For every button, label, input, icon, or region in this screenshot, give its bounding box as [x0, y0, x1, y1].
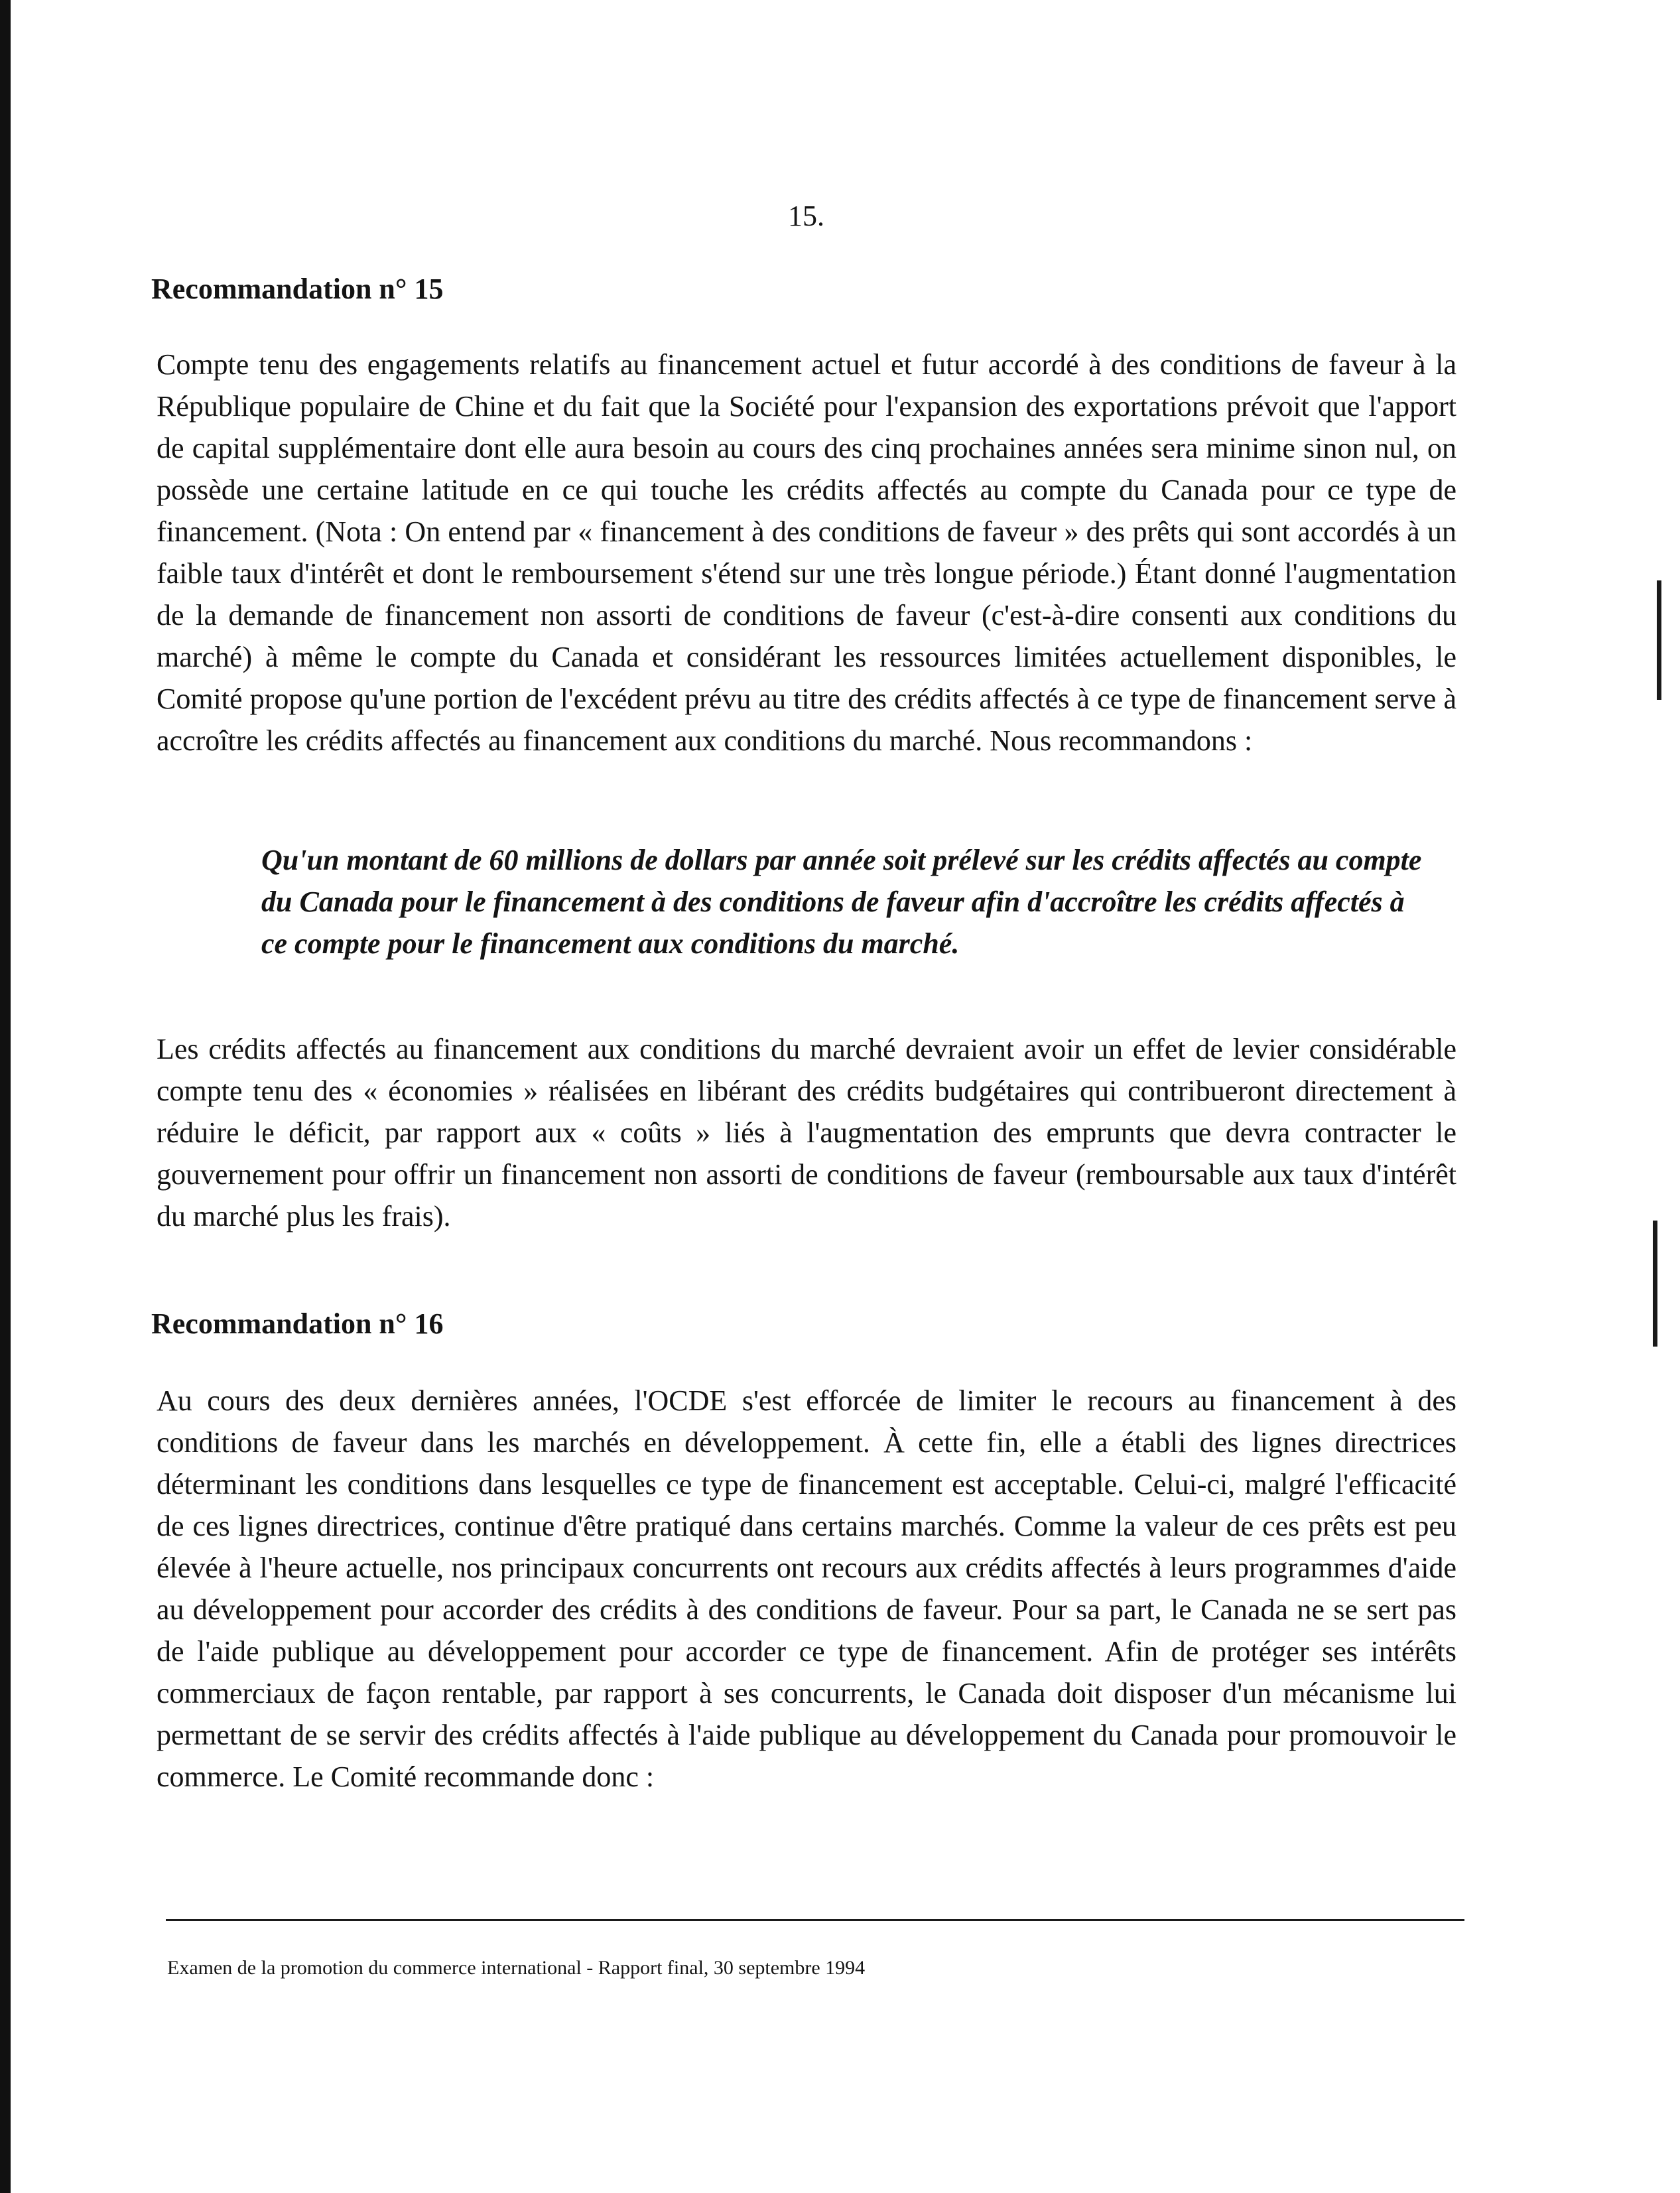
recommendation-text: Qu'un montant de 60 millions de dollars par année soit prélevé sur les crédits affectés au compte du Canada pour le financement à des conditions de faveur afin d'accroître les crédits affectés à ce compte pour le financement aux conditions du marché.: [261, 844, 1422, 960]
section-heading: Recommandation n° 15: [151, 273, 444, 305]
scan-mark: [1657, 580, 1661, 700]
page-number: 15.: [788, 200, 824, 232]
body-paragraph: Au cours des deux dernières années, l'OCDE s'est efforcée de limiter le recours au financement à des conditions de faveur dans les marchés en développement. À cette fin, elle a établi des lignes directrices déterminant les conditions dans lesquelles ce type de financement est acceptable. Celui-ci, malgré l'efficacité de ces lignes directrices, continue d'être pratiqué dans certains marchés. Comme la valeur de ces prêts est peu élevée à l'heure actuelle, nos principaux concurrents ont recours aux crédits affectés à leurs programmes d'aide au développement pour accorder des crédits à des conditions de faveur. Pour sa part, le Canada ne se sert pas de l'aide publique au développement pour accorder ce type de financement. Afin de protéger ses intérêts commerciaux de façon rentable, par rapport à ses concurrents, le Canada doit disposer d'un mécanisme lui permettant de se servir des crédits affectés à l'aide publique au développement du Canada pour promouvoir le commerce. Le Comité recommande donc :: [157, 1384, 1456, 1793]
footer-divider: [166, 1919, 1464, 1921]
body-paragraph: Compte tenu des engagements relatifs au financement actuel et futur accordé à des conditions de faveur à la République populaire de Chine et du fait que la Société pour l'expansion des exportations prévoit que l'apport de capital supplémentaire dont elle aura besoin au cours des cinq prochaines années sera minime sinon nul, on possède une certaine latitude en ce qui touche les crédits affectés au compte du Canada pour ce type de financement. (Nota : On entend par « financement à des conditions de faveur » des prêts qui sont accordés à un faible taux d'intérêt et dont le remboursement s'étend sur une très longue période.) Étant donné l'augmentation de la demande de financement non assorti de conditions de faveur (c'est-à-dire consenti aux conditions du marché) à même le compte du Canada et considérant les ressources limitées actuellement disponibles, le Comité propose qu'une portion de l'excédent prévu au titre des crédits affectés à ce type de financement serve à accroître les crédits affectés au financement aux conditions du marché. Nous recommandons :: [157, 348, 1456, 757]
scan-mark: [1653, 1221, 1657, 1347]
footer-text: Examen de la promotion du commerce international - Rapport final, 30 septembre 1994: [167, 1957, 866, 1979]
section-heading: Recommandation n° 16: [151, 1307, 444, 1340]
scan-edge: [0, 0, 11, 2193]
body-paragraph: Les crédits affectés au financement aux conditions du marché devraient avoir un effet de levier considérable compte tenu des « économies » réalisées en libérant des crédits budgétaires qui contribueront directement à réduire le déficit, par rapport aux « coûts » liés à l'augmentation des emprunts que devra contracter le gouvernement pour offrir un financement non assorti de conditions de faveur (remboursable aux taux d'intérêt du marché plus les frais).: [157, 1033, 1456, 1232]
